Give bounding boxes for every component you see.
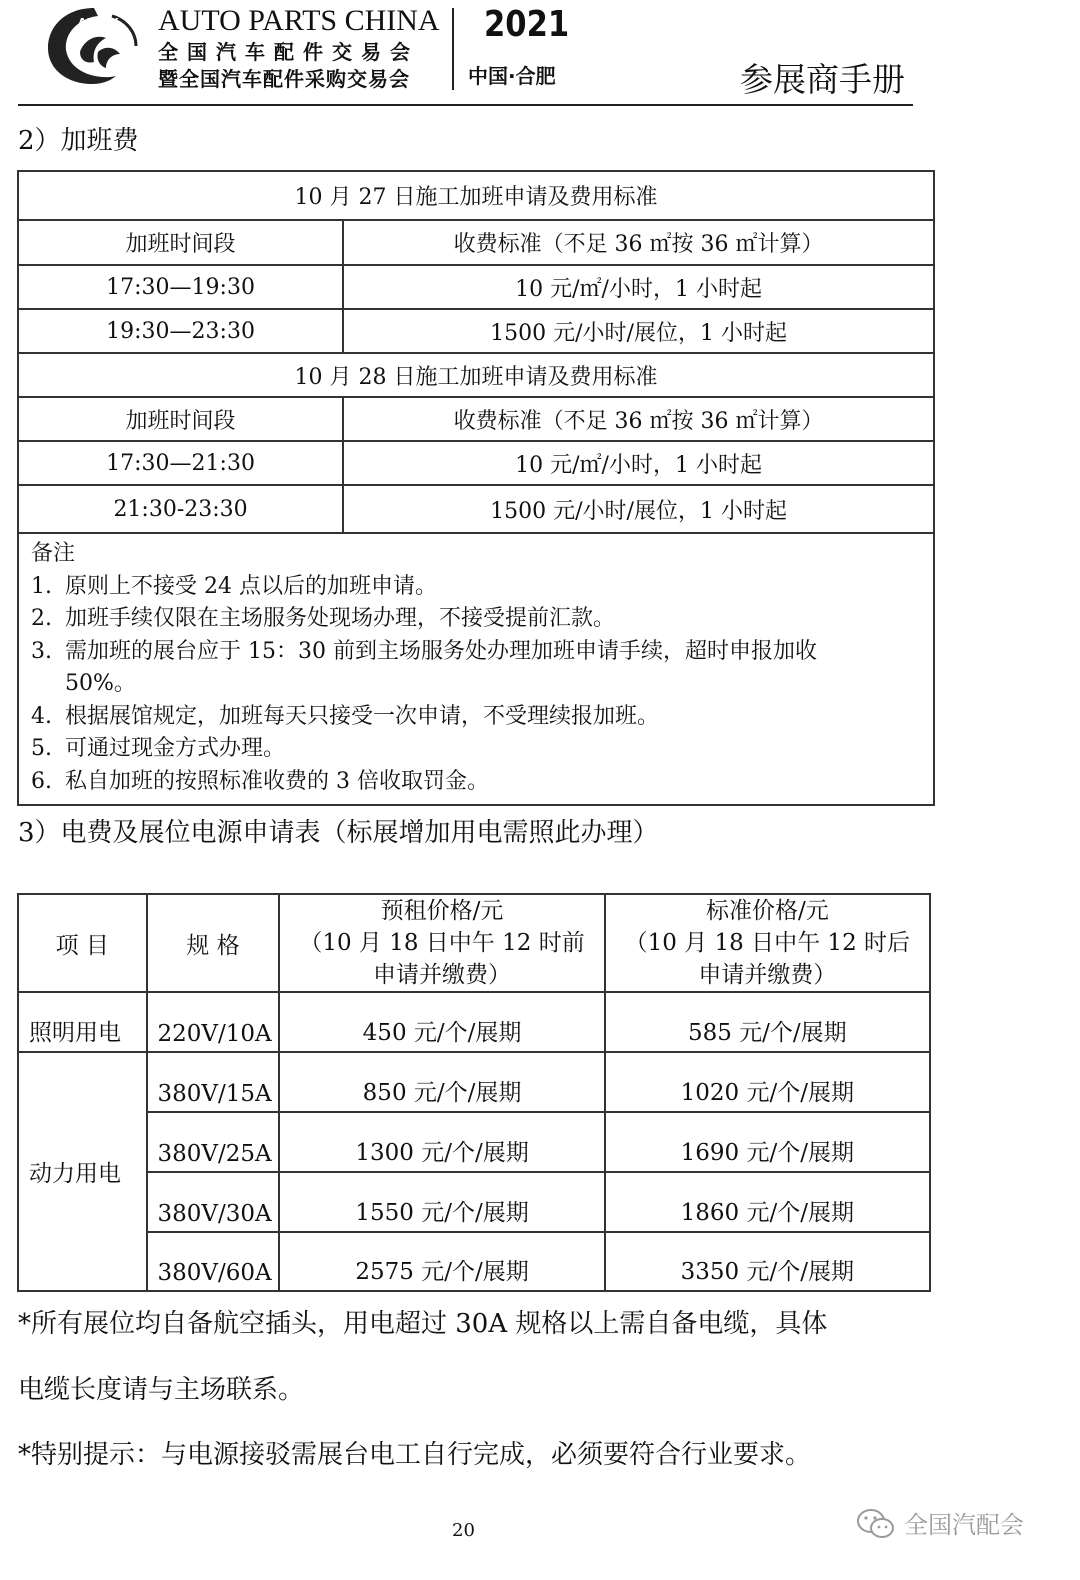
note-text: 可通过现金方式办理。	[65, 736, 286, 761]
time-cell: 19:30—23:30	[18, 309, 343, 353]
fee-cell: 10 元/㎡/小时，1 小时起	[343, 441, 934, 485]
table-row	[18, 1232, 930, 1291]
note-continuation: 50%。	[65, 671, 136, 696]
column-header-fee: 收费标准（不足 36 ㎡按 36 ㎡计算）	[343, 220, 934, 265]
column-header-time: 加班时间段	[18, 220, 343, 265]
header-location: 中国·合肥	[468, 64, 556, 88]
time-cell: 17:30—19:30	[18, 265, 343, 309]
header-manual-title: 参展商手册	[740, 60, 905, 99]
note-item	[31, 733, 933, 766]
prerent-price-cell: 2575 元/个/展期	[279, 1232, 604, 1291]
spec-cell: 380V/15A	[147, 1052, 280, 1112]
note-item	[31, 571, 933, 604]
time-cell: 21:30-23:30	[18, 485, 343, 533]
note-text: 根据展馆规定，加班每天只接受一次申请，不受理续报加班。	[65, 703, 660, 729]
prerent-price-cell: 850 元/个/展期	[279, 1052, 604, 1112]
note-text: 原则上不接受 24 点以后的加班申请。	[65, 573, 437, 599]
header-year: 2021	[484, 4, 570, 45]
table-row	[18, 265, 934, 309]
overtime-fee-table	[17, 170, 935, 806]
prerent-price-cell: 1300 元/个/展期	[279, 1112, 604, 1172]
note-number: 4.	[31, 703, 52, 729]
table-row	[18, 992, 930, 1052]
prerent-price-cell: 1550 元/个/展期	[279, 1172, 604, 1232]
note-number: 3.	[31, 638, 52, 664]
note-text: 需加班的展台应于 15：30 前到主场服务处办理加班申请手续，超时申报加收	[65, 638, 817, 664]
standard-price-cell: 3350 元/个/展期	[605, 1232, 930, 1291]
column-header-standard	[605, 894, 930, 992]
block-title: 10 月 27 日施工加班申请及费用标准	[18, 171, 934, 220]
spec-cell: 220V/10A	[147, 992, 280, 1052]
block-title: 10 月 28 日施工加班申请及费用标准	[18, 353, 934, 397]
note-text: 加班手续仅限在主场服务处现场办理，不接受提前汇款。	[65, 606, 616, 631]
section-power-title: 3）电费及展位电源申请表（标展增加用电需照此办理）	[18, 818, 659, 848]
page-number: 20	[452, 1520, 475, 1541]
table-row	[18, 533, 934, 805]
header-line: 申请并缴费）	[698, 962, 837, 988]
fee-cell: 10 元/㎡/小时，1 小时起	[343, 265, 934, 309]
time-cell: 17:30—21:30	[18, 441, 343, 485]
column-header-item: 项 目	[18, 894, 147, 992]
standard-price-cell: 1020 元/个/展期	[605, 1052, 930, 1112]
standard-price-cell: 1860 元/个/展期	[605, 1172, 930, 1232]
notes-title: 备注	[31, 541, 76, 566]
note-item	[31, 636, 933, 669]
category-power: 动力用电	[18, 1052, 147, 1291]
standard-price-cell: 585 元/个/展期	[605, 992, 930, 1052]
table-row	[18, 220, 934, 265]
footnote-cable: *所有展位均自备航空插头，用电超过 30A 规格以上需自备电缆，具体	[18, 1309, 828, 1339]
note-item	[31, 701, 933, 734]
column-header-spec: 规 格	[147, 894, 280, 992]
header-title-cn2: 暨全国汽车配件采购交易会	[158, 67, 410, 91]
spec-cell: 380V/30A	[147, 1172, 280, 1232]
table-row	[18, 1112, 930, 1172]
logo-lettering: APCEX	[78, 16, 119, 29]
header-line: 预租价格/元	[380, 898, 504, 924]
table-row	[18, 397, 934, 441]
section-overtime-title: 2）加班费	[18, 126, 139, 156]
header-line: 标准价格/元	[705, 898, 829, 924]
table-row	[18, 1052, 930, 1112]
spec-cell: 380V/25A	[147, 1112, 280, 1172]
column-header-time: 加班时间段	[18, 397, 343, 441]
footnote-cable-cont: 电缆长度请与主场联系。	[18, 1375, 305, 1405]
power-fee-table	[17, 893, 931, 1292]
note-number: 2.	[31, 606, 52, 631]
fee-cell: 1500 元/小时/展位，1 小时起	[343, 309, 934, 353]
column-header-fee: 收费标准（不足 36 ㎡按 36 ㎡计算）	[343, 397, 934, 441]
table-row	[18, 485, 934, 533]
fee-cell: 1500 元/小时/展位，1 小时起	[343, 485, 934, 533]
spec-cell: 380V/60A	[147, 1232, 280, 1291]
header-title-cn1: 全国汽车配件交易会	[158, 40, 419, 64]
note-text: 私自加班的按照标准收费的 3 倍收取罚金。	[65, 768, 489, 794]
header-divider	[452, 8, 454, 90]
footnote-special: *特别提示：与电源接驳需展台电工自行完成，必须要符合行业要求。	[18, 1440, 812, 1470]
table-row	[18, 1172, 930, 1232]
apcex-logo	[40, 2, 148, 88]
note-item	[31, 766, 933, 799]
standard-price-cell: 1690 元/个/展期	[605, 1112, 930, 1172]
note-number: 1.	[31, 573, 52, 599]
header-line: （10 月 18 日中午 12 时前	[299, 930, 585, 956]
note-item	[31, 603, 933, 636]
notes-cell	[18, 533, 934, 805]
wechat-icon	[856, 1507, 896, 1541]
header-title-en: AUTO PARTS CHINA	[158, 4, 440, 37]
category-lighting: 照明用电	[18, 992, 147, 1052]
watermark-text: 全国汽配会	[904, 1511, 1024, 1539]
column-header-prerent	[279, 894, 604, 992]
header-line: 申请并缴费）	[373, 962, 512, 988]
note-number: 6.	[31, 768, 52, 794]
table-row	[18, 171, 934, 220]
prerent-price-cell: 450 元/个/展期	[279, 992, 604, 1052]
table-row	[18, 894, 930, 992]
header-line: （10 月 18 日中午 12 时后	[624, 930, 911, 956]
table-row	[18, 353, 934, 397]
table-row	[18, 309, 934, 353]
page-header	[18, 0, 913, 106]
note-number: 5.	[31, 736, 52, 761]
table-row	[18, 441, 934, 485]
